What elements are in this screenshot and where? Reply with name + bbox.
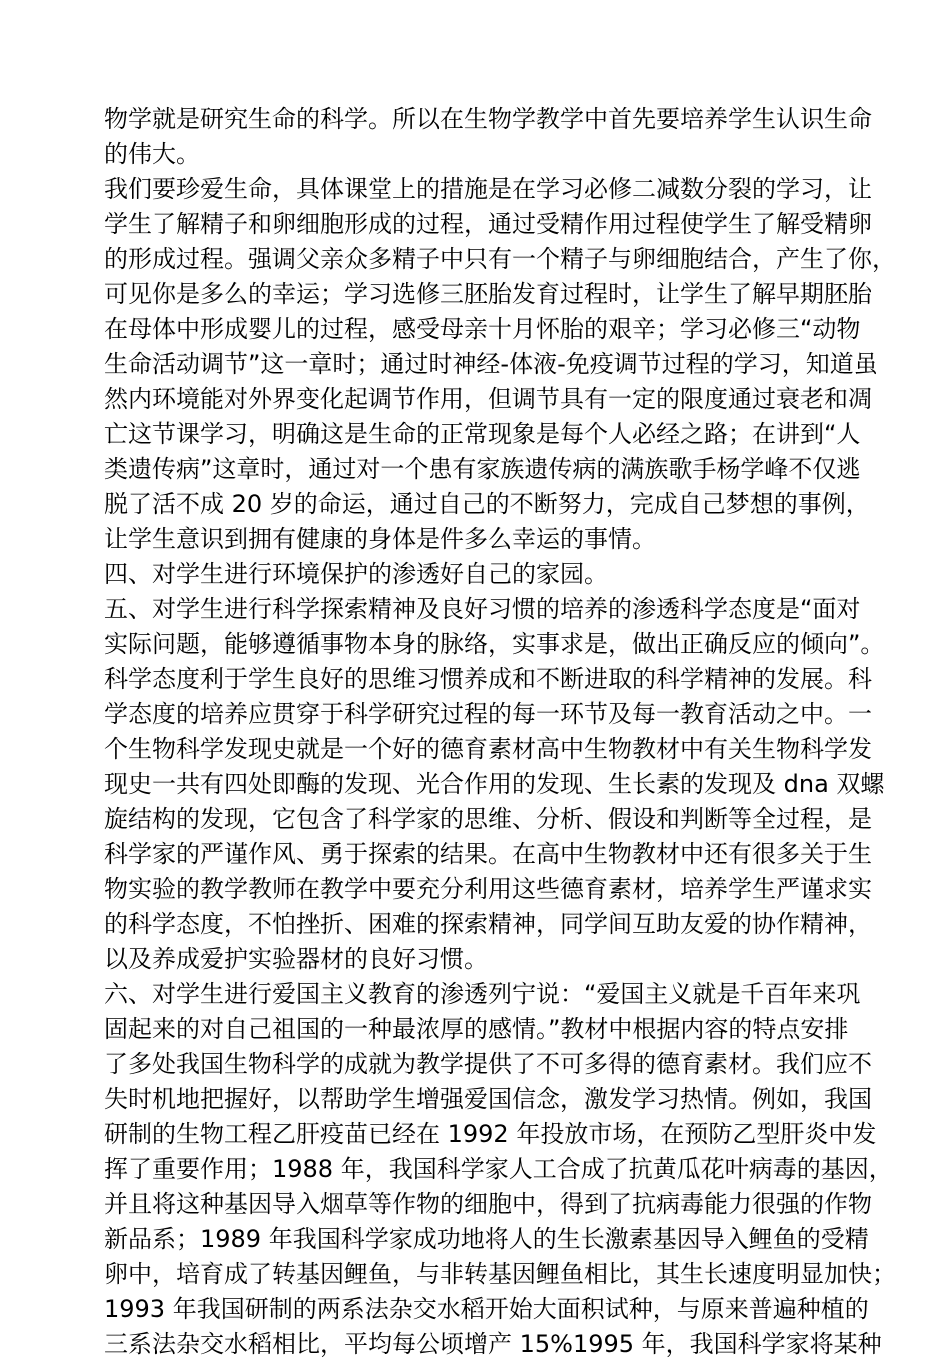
text-line: 可见你是多么的幸运；学习选修三胚胎发育过程时，让学生了解早期胚胎 [104, 280, 872, 308]
text-line: 研制的生物工程乙肝疫苗已经在 1992 年投放市场，在预防乙型肝炎中发 [104, 1120, 877, 1148]
text-line: 新品系；1989 年我国科学家成功地将人的生长激素基因导入鲤鱼的受精 [104, 1225, 869, 1253]
text-line: 亡这节课学习，明确这是生命的正常现象是每个人必经之路；在讲到“人 [104, 420, 861, 448]
section-heading: 四、对学生进行环境保护的渗透好自己的家园。 [104, 560, 608, 588]
text-line: 失时机地把握好，以帮助学生增强爱国信念，激发学习热情。例如，我国 [104, 1085, 872, 1113]
text-line: 脱了活不成 20 岁的命运，通过自己的不断努力，完成自己梦想的事例， [104, 490, 870, 518]
text-line: 并且将这种基因导入烟草等作物的细胞中，得到了抗病毒能力很强的作物 [104, 1190, 872, 1218]
text-line: 学生了解精子和卵细胞形成的过程，通过受精作用过程使学生了解受精卵 [104, 210, 872, 238]
text-line: 科学家的严谨作风、勇于探索的结果。在高中生物教材中还有很多关于生 [104, 840, 872, 868]
text-line: 物实验的教学教师在教学中要充分利用这些德育素材，培养学生严谨求实 [104, 875, 872, 903]
text-line: 物学就是研究生命的科学。所以在生物学教学中首先要培养学生认识生命 [104, 105, 872, 133]
section-heading: 五、对学生进行科学探索精神及良好习惯的培养的渗透科学态度是“面对 [104, 595, 861, 623]
text-line: 现史一共有四处即酶的发现、光合作用的发现、生长素的发现及 dna 双螺 [104, 770, 885, 798]
text-line: 在母体中形成婴儿的过程，感受母亲十月怀胎的艰辛；学习必修三“动物 [104, 315, 861, 343]
text-line: 固起来的对自己祖国的一种最浓厚的感情。”教材中根据内容的特点安排 [104, 1015, 849, 1043]
text-line: 科学态度利于学生良好的思维习惯养成和不断进取的科学精神的发展。科 [104, 665, 872, 693]
section-heading: 六、对学生进行爱国主义教育的渗透列宁说：“爱国主义就是千百年来巩 [104, 980, 861, 1008]
text-line: 的伟大。 [104, 140, 200, 168]
text-line: 以及养成爱护实验器材的良好习惯。 [104, 945, 488, 973]
text-line: 实际问题，能够遵循事物本身的脉络，实事求是，做出正确反应的倾向”。 [104, 630, 885, 658]
text-line: 然内环境能对外界变化起调节作用，但调节具有一定的限度通过衰老和凋 [104, 385, 872, 413]
text-line: 类遗传病”这章时，通过对一个患有家族遗传病的满族歌手杨学峰不仅逃 [104, 455, 861, 483]
text-line: 挥了重要作用；1988 年，我国科学家人工合成了抗黄瓜花叶病毒的基因， [104, 1155, 893, 1183]
body-text [104, 102, 896, 1362]
text-line: 1993 年我国研制的两系法杂交水稻开始大面积试种，与原来普遍种植的 [104, 1295, 869, 1323]
text-line: 的科学态度，不怕挫折、困难的探索精神，同学间互助友爱的协作精神， [104, 910, 872, 938]
text-line: 学态度的培养应贯穿于科学研究过程的每一环节及每一教育活动之中。一 [104, 700, 872, 728]
text-line: 了多处我国生物科学的成就为教学提供了不可多得的德育素材。我们应不 [104, 1050, 872, 1078]
text-line: 的形成过程。强调父亲众多精子中只有一个精子与卵细胞结合，产生了你， [104, 245, 896, 273]
text-line: 旋结构的发现，它包含了科学家的思维、分析、假设和判断等全过程，是 [104, 805, 872, 833]
text-line: 个生物科学发现史就是一个好的德育素材高中生物教材中有关生物科学发 [104, 735, 872, 763]
text-line: 三系法杂交水稻相比，平均每公顷增产 15%1995 年，我国科学家将某种 [104, 1330, 882, 1358]
text-line: 我们要珍爱生命，具体课堂上的措施是在学习必修二减数分裂的学习，让 [104, 175, 872, 203]
text-line: 生命活动调节”这一章时；通过时神经-体液-免疫调节过程的学习，知道虽 [104, 350, 878, 378]
text-line: 让学生意识到拥有健康的身体是件多么幸运的事情。 [104, 525, 656, 553]
text-line: 卵中，培育成了转基因鲤鱼，与非转基因鲤鱼相比，其生长速度明显加快； [104, 1260, 896, 1288]
